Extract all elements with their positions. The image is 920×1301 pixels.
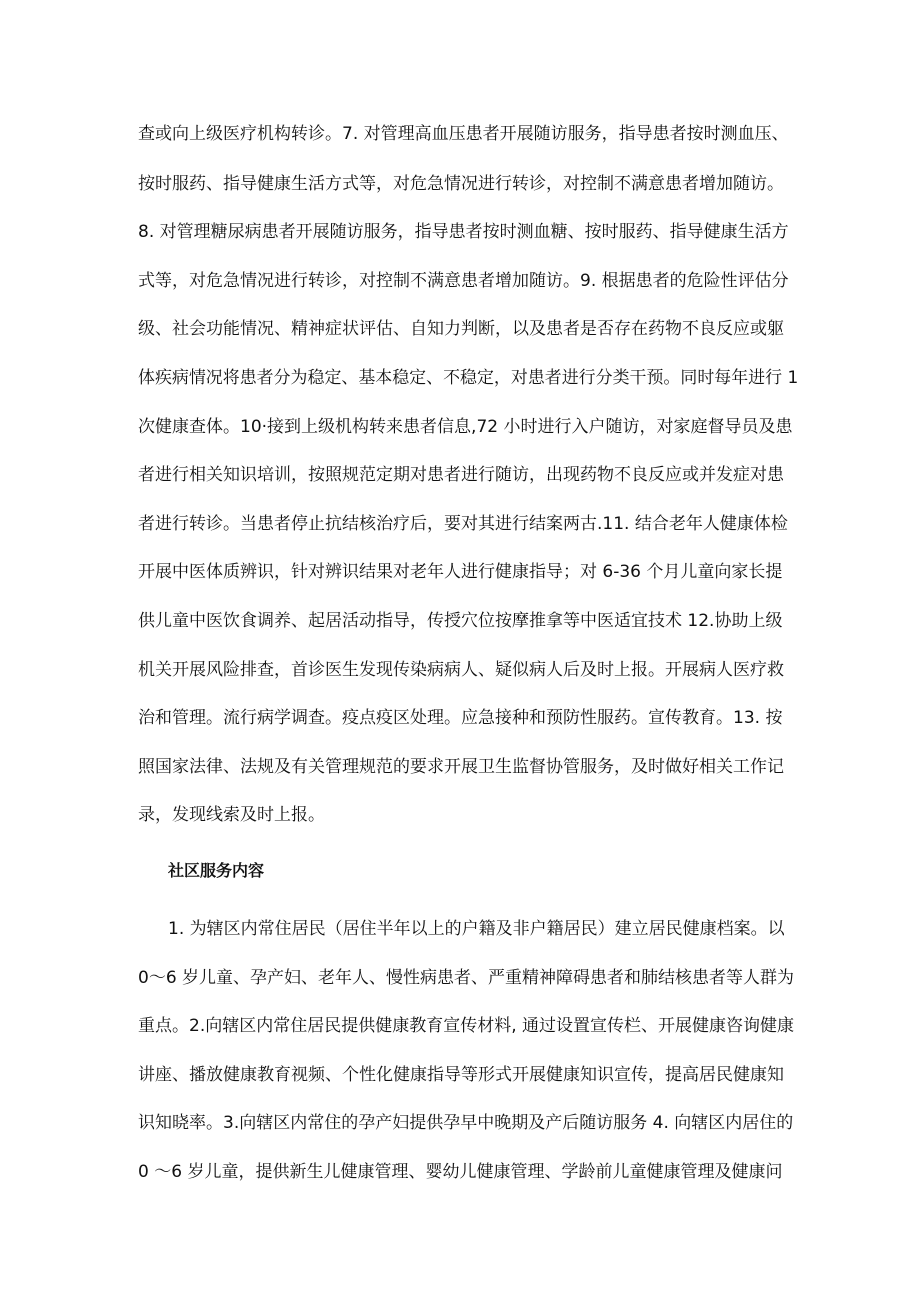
paragraph-line: 0～6 岁儿童、孕产妇、老年人、慢性病患者、严重精神障碍患者和肺结核患者等人群为 <box>138 968 795 988</box>
paragraph-line: 治和管理。流行病学调查。疫点疫区处理。应急接种和预防性服药。宣传教育。13. 按 <box>138 708 783 728</box>
paragraph-line: 8. 对管理糖尿病患者开展随访服务，指导患者按时测血糖、按时服药、指导健康生活方 <box>138 222 789 242</box>
paragraph-line: 次健康查体。10·接到上级机构转来患者信息,72 小时进行入户随访，对家庭督导员及患 <box>138 417 793 437</box>
paragraph-line: 照国家法律、法规及有关管理规范的要求开展卫生监督协管服务，及时做好相关工作记 <box>138 757 784 777</box>
paragraph-line: 者进行转诊。当患者停止抗结核治疗后，要对其进行结案两古.11. 结合老年人健康体检 <box>138 514 788 534</box>
paragraph-line: 开展中医体质辨识，针对辨识结果对老年人进行健康指导；对 6-36 个月儿童向家长提 <box>138 562 783 582</box>
section-heading: 社区服务内容 <box>168 861 265 880</box>
paragraph-line: 式等，对危急情况进行转诊，对控制不满意患者增加随访。9. 根据患者的危险性评估分 <box>138 271 789 291</box>
paragraph-line: 识知晓率。3.向辖区内常住的孕产妇提供孕早中晚期及产后随访服务 4. 向辖区内居住的 <box>138 1113 794 1133</box>
paragraph-line: 1. 为辖区内常住居民（居住半年以上的户籍及非户籍居民）建立居民健康档案。以 <box>168 919 785 939</box>
paragraph-line: 重点。2.向辖区内常住居民提供健康教育宣传材料, 通过设置宣传栏、开展健康咨询健康 <box>138 1016 795 1036</box>
paragraph-line: 供儿童中医饮食调养、起居活动指导，传授穴位按摩推拿等中医适宜技术 12.协助上级 <box>138 611 783 631</box>
paragraph-line: 录，发现线索及时上报。 <box>138 805 325 825</box>
paragraph-line: 级、社会功能情况、精神症状评估、自知力判断，以及患者是否存在药物不良反应或躯 <box>138 319 784 339</box>
paragraph-line: 讲座、播放健康教育视频、个性化健康指导等形式开展健康知识宣传，提高居民健康知 <box>138 1065 784 1085</box>
paragraph-line: 0 ～6 岁儿童，提供新生儿健康管理、婴幼儿健康管理、学龄前儿童健康管理及健康问 <box>138 1162 783 1182</box>
paragraph-line: 按时服药、指导健康生活方式等，对危急情况进行转诊，对控制不满意患者增加随访。 <box>138 174 784 194</box>
paragraph-line: 者进行相关知识培训，按照规范定期对患者进行随访，出现药物不良反应或并发症对患 <box>138 465 784 485</box>
paragraph-line: 查或向上级医疗机构转诊。7. 对管理高血压患者开展随访服务，指导患者按时测血压、 <box>138 124 789 144</box>
paragraph-line: 机关开展风险排查，首诊医生发现传染病病人、疑似病人后及时上报。开展病人医疗救 <box>138 660 784 680</box>
paragraph-line: 体疾病情况将患者分为稳定、基本稳定、不稳定，对患者进行分类干预。同时每年进行 1 <box>138 368 799 388</box>
